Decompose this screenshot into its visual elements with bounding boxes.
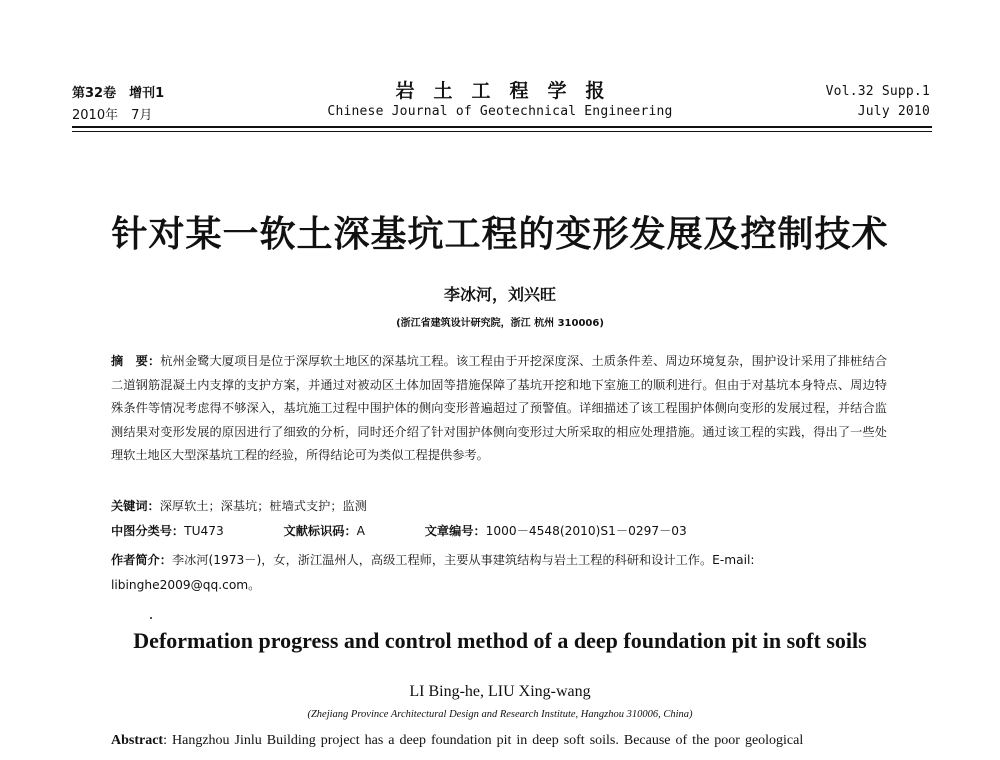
abstract-cn [111,350,887,468]
date-en: July 2010 [857,104,930,119]
volume-issue-cn: 第32卷 增刊1 [72,86,165,101]
article-no-value: 1000－4548(2010)S1－0297－03 [485,524,687,538]
date-cn: 2010年 7月 [72,108,153,123]
doc-code-label: 文献标识码： [283,524,357,538]
keywords-line [111,497,887,514]
journal-name-en: Chinese Journal of Geotechnical Engineering [327,104,673,119]
keywords-label-cn: 关键词： [111,499,160,513]
author-bio [111,548,887,598]
article-title-cn: 针对某一软土深基坑工程的变形发展及控制技术 [111,214,889,255]
clc-value: TU473 [184,524,224,538]
classification-line [111,522,887,539]
bio-text: 李冰河(1973－)，女，浙江温州人，高级工程师，主要从事建筑结构与岩土工程的科研和设计工作。E-mail: [171,553,755,567]
bio-label: 作者简介： [111,553,172,567]
volume-issue-en: Vol.32 Supp.1 [825,84,930,99]
article-title-en: Deformation progress and control method of a deep foundation pit in soft soils [133,628,867,653]
doc-code-value: A [356,524,365,538]
affiliation-cn: (浙江省建筑设计研究院，浙江 杭州 310006) [396,318,604,329]
abstract-label-en: Abstract [111,733,164,748]
abstract-en [111,733,887,749]
bio-email: libinghe2009@qq.com。 [111,578,261,592]
abstract-text-cn: 杭州金鹭大厦项目是位于深厚软土地区的深基坑工程。该工程由于开挖深度深、土质条件差、周边环境复杂，围护设计采用了排桩结合二道钢筋混凝土内支撑的支护方案，并通过对被动区土体加固等措施保障了基坑开挖和地下室施工的顺利进行。但由于对基坑本身特点、周边特殊条件等情况考虑得不够深入，基坑施工过程中围护体的侧向变形普遍超过了预警值。详细描述了该工程围护体侧向变形的发展过程，并结合监测结果对变形发展的原因进行了细致的分析，同时还介绍了针对围护体侧向变形过大所采取的相应处理措施。通过该工程的实践，得出了一些处理软土地区大型深基坑工程的经验，所得结论可为类似工程提供参考。 [111,354,888,462]
header-rule-thin [72,131,932,132]
authors-cn: 李冰河，刘兴旺 [443,285,556,304]
journal-name-cn: 岩 土 工 程 学 报 [395,80,605,102]
abstract-label-cn: 摘 要： [111,354,161,368]
clc-label: 中图分类号： [111,524,185,538]
article-no-label: 文章编号： [424,524,486,538]
authors-en: LI Bing-he, LIU Xing-wang [409,683,591,700]
header-rule-thick [72,126,932,128]
stray-mark [150,617,152,619]
affiliation-en: (Zhejiang Province Architectural Design and Research Institute, Hangzhou 310006, China) [307,709,693,720]
abstract-text-en: : Hangzhou Jinlu Building project has a deep foundation pit in deep soft soils. Because of the poor geological [163,733,804,748]
keywords-cn: 深厚软土；深基坑；桩墙式支护；监测 [159,499,367,513]
